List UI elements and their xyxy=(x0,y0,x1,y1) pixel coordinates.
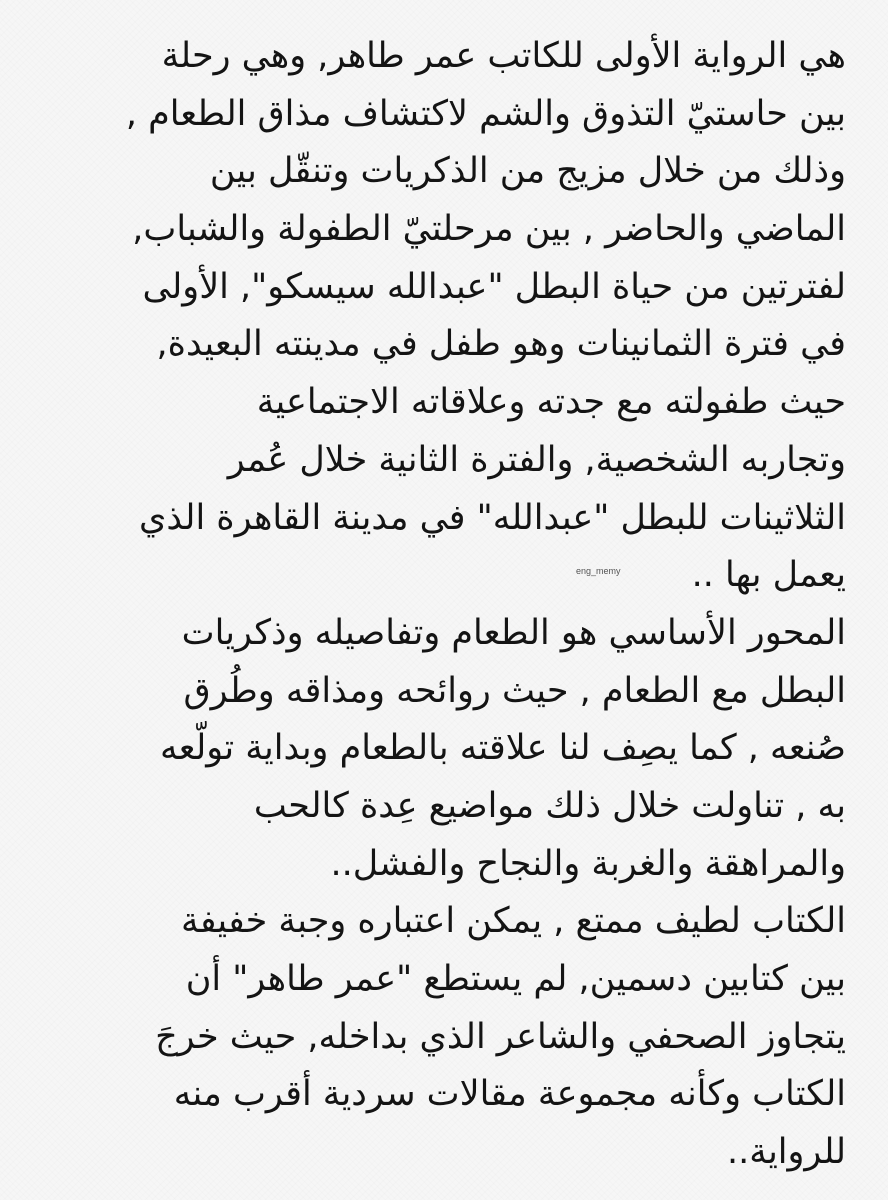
text-line-3: وذلك من خلال مزيج من الذكريات وتنقّل بين xyxy=(209,151,846,192)
text-line-6: في فترة الثمانينات وهو طفل في مدينته البعيدة, xyxy=(156,324,846,365)
text-line-1: هي الرواية الأولى للكاتب عمر طاهر, وهي رحلة xyxy=(161,36,846,76)
text-line-18: يتجاوز الصحفي والشاعر الذي بداخله, حيث خرجَ xyxy=(155,1016,846,1057)
watermark: eng_memy xyxy=(576,566,621,576)
review-text xyxy=(66,28,846,1182)
text-line-8: وتجاربه الشخصية, والفترة الثانية خلال عُمر xyxy=(227,439,846,480)
text-line-11: المحور الأساسي هو الطعام وتفاصيله وذكريات xyxy=(181,612,846,653)
text-line-19: الكتاب وكأنه مجموعة مقالات سردية أقرب منه xyxy=(173,1074,846,1115)
text-line-20: للرواية.. xyxy=(727,1132,846,1173)
text-line-7: حيث طفولته مع جدته وعلاقاته الاجتماعية xyxy=(256,382,846,423)
text-line-4: الماضي والحاضر , بين مرحلتيّ الطفولة والشباب, xyxy=(132,209,846,250)
text-line-16: الكتاب لطيف ممتع , يمكن اعتباره وجبة خفيفة xyxy=(180,901,846,942)
text-line-13: صُنعه , كما يصِف لنا علاقته بالطعام وبداية تولّعه xyxy=(159,728,846,769)
text-line-12: البطل مع الطعام , حيث روائحه ومذاقه وطُرق xyxy=(183,670,846,711)
text-line-5: لفترتين من حياة البطل "عبدالله سيسكو", الأولى xyxy=(142,266,846,307)
text-line-10: يعمل بها .. xyxy=(691,555,846,596)
text-line-15: والمراهقة والغربة والنجاح والفشل.. xyxy=(330,843,846,884)
text-line-17: بين كتابين دسمين, لم يستطع "عمر طاهر" أن xyxy=(185,959,846,999)
text-line-2: بين حاستيّ التذوق والشم لاكتشاف مذاق الطعام , xyxy=(125,93,846,134)
text-line-9: الثلاثينات للبطل "عبدالله" في مدينة القاهرة الذي xyxy=(139,497,846,538)
text-line-14: به , تناولت خلال ذلك مواضيع عِدة كالحب xyxy=(253,785,846,826)
